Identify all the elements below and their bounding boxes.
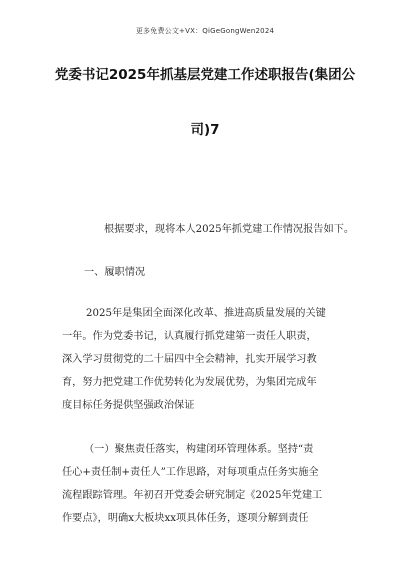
paragraph-1-line: 2025年是集团全面深化改革、推进高质量发展的关键 — [86, 308, 326, 319]
section-heading: 一、履职情况 — [84, 267, 146, 278]
paragraph-2-line: 流程跟踪管理。年初召开党委会研究制定《2025年党建工 — [62, 490, 323, 501]
paragraph-1-line: 深入学习贯彻党的二十届四中全会精神，扎实开展学习教 — [62, 354, 317, 365]
intro-paragraph: 根据要求，现将本人2025年抓党建工作情况报告如下。 — [104, 224, 355, 235]
paragraph-2-line: （一）聚焦责任落实，构建闭环管理体系。坚持“责 — [84, 444, 314, 455]
paragraph-2-line: 任心+责任制+责任人”工作思路，对每项重点任务实施全 — [62, 467, 319, 478]
header-note: 更多免费公文+VX：QiGeGongWen2024 — [135, 27, 275, 35]
paragraph-1-line: 一年。作为党委书记，认真履行抓党建第一责任人职责， — [62, 331, 317, 342]
document-title-line-1: 党委书记2025年抓基层党建工作述职报告(集团公 — [54, 67, 356, 83]
paragraph-2-line: 作要点》，明确x大板块xx项具体任务，逐项分解到责任 — [62, 513, 309, 524]
paragraph-1-line: 度目标任务提供坚强政治保证 — [62, 400, 195, 411]
document-title-line-2: 司)7 — [190, 122, 220, 138]
paragraph-1-line: 育，努力把党建工作优势转化为发展优势，为集团完成年 — [62, 377, 317, 388]
